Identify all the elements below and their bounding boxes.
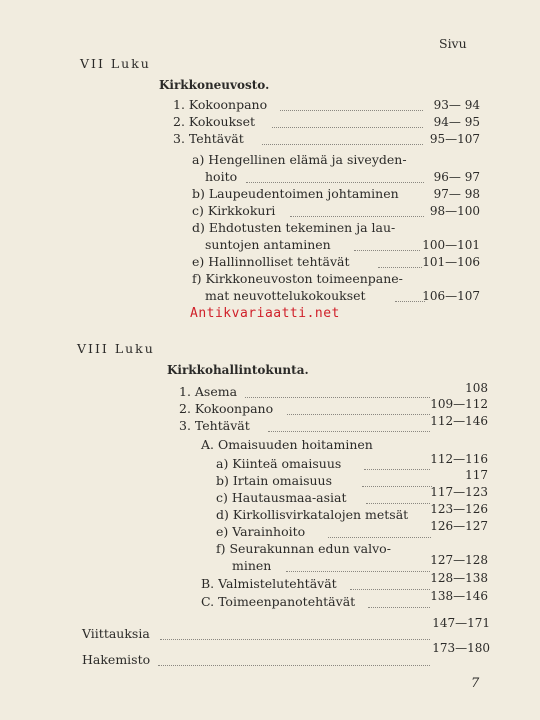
toc-subentry-pages: 123—126 bbox=[430, 502, 488, 516]
dot-leader bbox=[158, 665, 430, 666]
toc-entry-label: 3. Tehtävät bbox=[179, 418, 250, 433]
appendix-entry-pages: 147—171 bbox=[432, 616, 490, 630]
toc-subentry-label: minen bbox=[232, 558, 272, 573]
toc-entry-label: 2. Kokoukset bbox=[173, 114, 255, 129]
chapter-7-title: Kirkkoneuvosto. bbox=[159, 78, 270, 92]
page-number: 7 bbox=[471, 676, 480, 691]
sivu-header: Sivu bbox=[439, 36, 467, 51]
toc-entry-pages: 109—112 bbox=[430, 397, 488, 411]
toc-subentry-pages: 117—123 bbox=[430, 485, 488, 499]
appendix-entry-label: Viittauksia bbox=[82, 626, 150, 641]
chapter-8-title: Kirkkohallintokunta. bbox=[167, 363, 309, 377]
toc-subentry-label: a) Hengellinen elämä ja siveyden- bbox=[192, 152, 407, 167]
toc-subentry-label: c) Hautausmaa-asiat bbox=[216, 490, 347, 505]
toc-subentry-label: b) Laupeudentoimen johtaminen bbox=[192, 186, 399, 201]
toc-section-label: B. Valmistelutehtävät bbox=[201, 576, 337, 591]
toc-subentry-label: e) Hallinnolliset tehtävät bbox=[192, 254, 350, 269]
dot-leader bbox=[160, 639, 430, 640]
toc-subentry-pages: 100—101 bbox=[422, 238, 480, 252]
dot-leader bbox=[328, 537, 431, 538]
dot-leader bbox=[272, 127, 423, 128]
toc-entry-label: 2. Kokoonpano bbox=[179, 401, 274, 416]
toc-subentry-label: a) Kiinteä omaisuus bbox=[216, 456, 342, 471]
toc-entry-pages: 112—146 bbox=[430, 414, 488, 428]
toc-subentry-label: mat neuvottelukokoukset bbox=[205, 288, 366, 303]
dot-leader bbox=[368, 607, 430, 608]
toc-subentry-label: hoito bbox=[205, 169, 238, 184]
dot-leader bbox=[246, 182, 424, 183]
toc-subentry-pages: 127—128 bbox=[430, 553, 488, 567]
toc-section-label: A. Omaisuuden hoitaminen bbox=[201, 437, 373, 452]
dot-leader bbox=[364, 469, 430, 470]
toc-subentry-label: d) Ehdotusten tekeminen ja lau- bbox=[192, 220, 396, 235]
dot-leader bbox=[286, 571, 430, 572]
dot-leader bbox=[354, 250, 420, 251]
toc-subentry-label: suntojen antaminen bbox=[205, 237, 331, 252]
toc-subentry-label: e) Varainhoito bbox=[216, 524, 306, 539]
chapter-7-heading: VII Luku bbox=[80, 56, 151, 71]
dot-leader bbox=[262, 144, 423, 145]
appendix-entry-pages: 173—180 bbox=[432, 641, 490, 655]
toc-section-pages: 138—146 bbox=[430, 589, 488, 603]
toc-subentry-label: d) Kirkollisvirkatalojen metsät bbox=[216, 507, 409, 522]
toc-entry-pages: 93— 94 bbox=[433, 98, 480, 112]
toc-entry-label: 3. Tehtävät bbox=[173, 131, 244, 146]
toc-subentry-label: f) Kirkkoneuvoston toimeenpane- bbox=[192, 271, 403, 286]
dot-leader bbox=[350, 589, 430, 590]
chapter-8-heading: VIII Luku bbox=[77, 341, 155, 356]
toc-subentry-pages: 126—127 bbox=[430, 519, 488, 533]
dot-leader bbox=[290, 216, 424, 217]
toc-subentry-pages: 97— 98 bbox=[433, 187, 480, 201]
toc-section-label: C. Toimeenpanotehtävät bbox=[201, 594, 356, 609]
toc-subentry-pages: 96— 97 bbox=[433, 170, 480, 184]
toc-subentry-pages: 117 bbox=[465, 468, 488, 482]
dot-leader bbox=[362, 486, 432, 487]
toc-entry-pages: 94— 95 bbox=[433, 115, 480, 129]
toc-subentry-label: b) Irtain omaisuus bbox=[216, 473, 333, 488]
toc-subentry-label: c) Kirkkokuri bbox=[192, 203, 276, 218]
toc-entry-pages: 108 bbox=[465, 381, 488, 395]
toc-subentry-pages: 112—116 bbox=[430, 452, 488, 466]
appendix-entry-label: Hakemisto bbox=[82, 652, 151, 667]
dot-leader bbox=[245, 397, 430, 398]
toc-subentry-pages: 106—107 bbox=[422, 289, 480, 303]
dot-leader bbox=[287, 414, 430, 415]
dot-leader bbox=[366, 503, 430, 504]
toc-section-pages: 128—138 bbox=[430, 571, 488, 585]
toc-subentry-pages: 101—106 bbox=[422, 255, 480, 269]
toc-entry-label: 1. Asema bbox=[179, 384, 238, 399]
dot-leader bbox=[378, 267, 422, 268]
dot-leader bbox=[268, 431, 430, 432]
toc-subentry-pages: 98—100 bbox=[429, 204, 480, 218]
dot-leader bbox=[280, 110, 423, 111]
toc-entry-pages: 95—107 bbox=[429, 132, 480, 146]
watermark-text: Antikvariaatti.net bbox=[190, 306, 340, 321]
toc-entry-label: 1. Kokoonpano bbox=[173, 97, 268, 112]
toc-subentry-label: f) Seurakunnan edun valvo- bbox=[216, 541, 391, 556]
